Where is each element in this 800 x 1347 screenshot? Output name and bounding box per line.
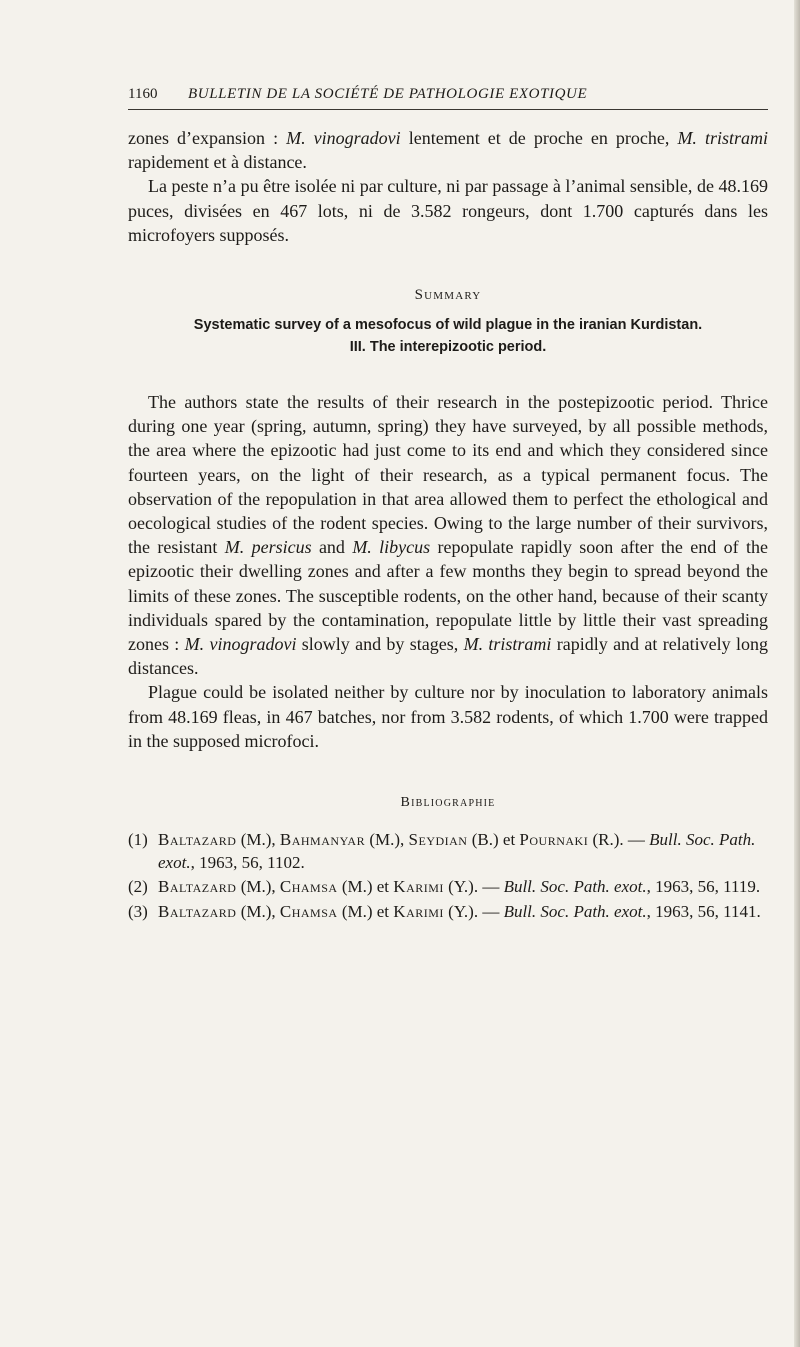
author-initials: (Y.). — (443, 901, 504, 921)
running-head (128, 86, 768, 110)
author-initials: (M.), (365, 830, 409, 850)
summary-heading: Summary (414, 287, 482, 304)
page (128, 86, 768, 925)
reference-item (128, 876, 768, 899)
reference-number: (2) (128, 877, 148, 897)
text-run: The authors state the results of their research in the postepizootic period. Thrice during one year (spring, autumn, spring) they have surveyed, by all possible methods, the area where the epizootic had just come to its end and which they considered since fourteen years, on the light of their research, as a typical permanent focus. The observation of the repopulation in that area allowed them to perfect the ethological and oecological studies of the rodent species. Owing to the large number of their survivors, the resistant (128, 392, 768, 558)
author-name: Pournaki (519, 830, 589, 850)
author-name: Baltazard (158, 830, 237, 850)
reference-text (158, 901, 768, 924)
author-initials: (M.), (236, 830, 280, 850)
author-initials: (M.) et (337, 901, 394, 921)
reference-number: (3) (128, 901, 148, 921)
author-initials: (B.) et (467, 830, 520, 850)
citation-details: , 1963, 56, 1141. (646, 901, 761, 921)
species-name: M. tristrami (677, 128, 769, 148)
text-run: rapidly and at relatively long distances. (128, 634, 768, 679)
author-initials: (M.) et (337, 877, 394, 897)
text-run: and (311, 537, 353, 558)
species-name: M. libycus (352, 537, 431, 558)
species-name: M. tristrami (463, 634, 552, 655)
species-name: M. vinogradovi (184, 634, 297, 655)
species-name: M. persicus (224, 537, 312, 558)
reference-text (158, 829, 768, 874)
author-name: Karimi (393, 877, 444, 897)
author-initials: (M.), (236, 877, 280, 897)
journal-name: Bull. Soc. Path. exot. (503, 901, 647, 921)
author-initials: (R.). — (588, 830, 650, 850)
journal-name: Bull. Soc. Path. exot. (158, 830, 756, 872)
summary-body (128, 390, 768, 753)
journal-title: BULLETIN DE LA SOCIÉTÉ DE PATHOLOGIE EXOTIQUE (188, 86, 588, 102)
author-name: Karimi (393, 901, 444, 921)
french-paragraph-2: La peste n’a pu être isolée ni par culture, ni par passage à l’animal sensible, de 48.169 puces, divisées en 467 lots, ni de 3.582 rongeurs, dont 1.700 capturés dans les microfoyers supposés. (128, 176, 768, 245)
french-conclusion (128, 126, 768, 247)
text-run: zones d’expansion : (128, 128, 287, 148)
author-initials: (M.), (236, 901, 280, 921)
page-number: 1160 (128, 86, 158, 102)
bibliography-list (128, 829, 768, 923)
author-name: Chamsa (279, 877, 338, 897)
author-name: Chamsa (279, 901, 338, 921)
author-name: Bahmanyar (279, 830, 366, 850)
summary-subtitle-line-2: III. The interepizootic period. (349, 339, 547, 356)
author-name: Seydian (408, 830, 468, 850)
citation-details: , 1963, 56, 1119. (646, 877, 761, 897)
text-run: rapidement et à distance. (128, 152, 307, 173)
summary-subtitle-line-1: Systematic survey of a mesofocus of wild plague in the iranian Kurdistan. (193, 317, 703, 334)
reference-text (158, 876, 768, 899)
summary-paragraph-2: Plague could be isolated neither by culture nor by inoculation to laboratory animals from 48.169 fleas, in 467 batches, nor from 3.582 rodents, of which 1.700 were trapped in the supposed microfoci. (128, 682, 768, 751)
author-initials: (Y.). — (443, 877, 504, 897)
reference-number: (1) (128, 830, 148, 850)
journal-name: Bull. Soc. Path. exot. (503, 877, 647, 897)
species-name: M. vinogradovi (286, 128, 401, 148)
text-run: lentement et de proche en proche, (400, 128, 678, 148)
french-paragraph-1 (128, 126, 768, 174)
text-run: slowly and by stages, (296, 634, 464, 655)
summary-subtitle (120, 314, 776, 358)
citation-details: , 1963, 56, 1102. (190, 852, 305, 872)
text-run: repopulate rapidly soon after the end of the epizootic their dwelling zones and after a few months they begin to spread beyond the limits of these zones. The susceptible rodents, on the other hand, because of their scanty individuals spared by the contamination, repopulate little by little their vast spreading zones : (128, 537, 768, 655)
bibliography-heading: Bibliographie (400, 795, 496, 811)
reference-item (128, 901, 768, 924)
author-name: Baltazard (158, 901, 237, 921)
author-name: Baltazard (158, 877, 237, 897)
page-edge-shadow (794, 0, 800, 1347)
summary-paragraph-1 (128, 390, 768, 680)
reference-item (128, 829, 768, 874)
